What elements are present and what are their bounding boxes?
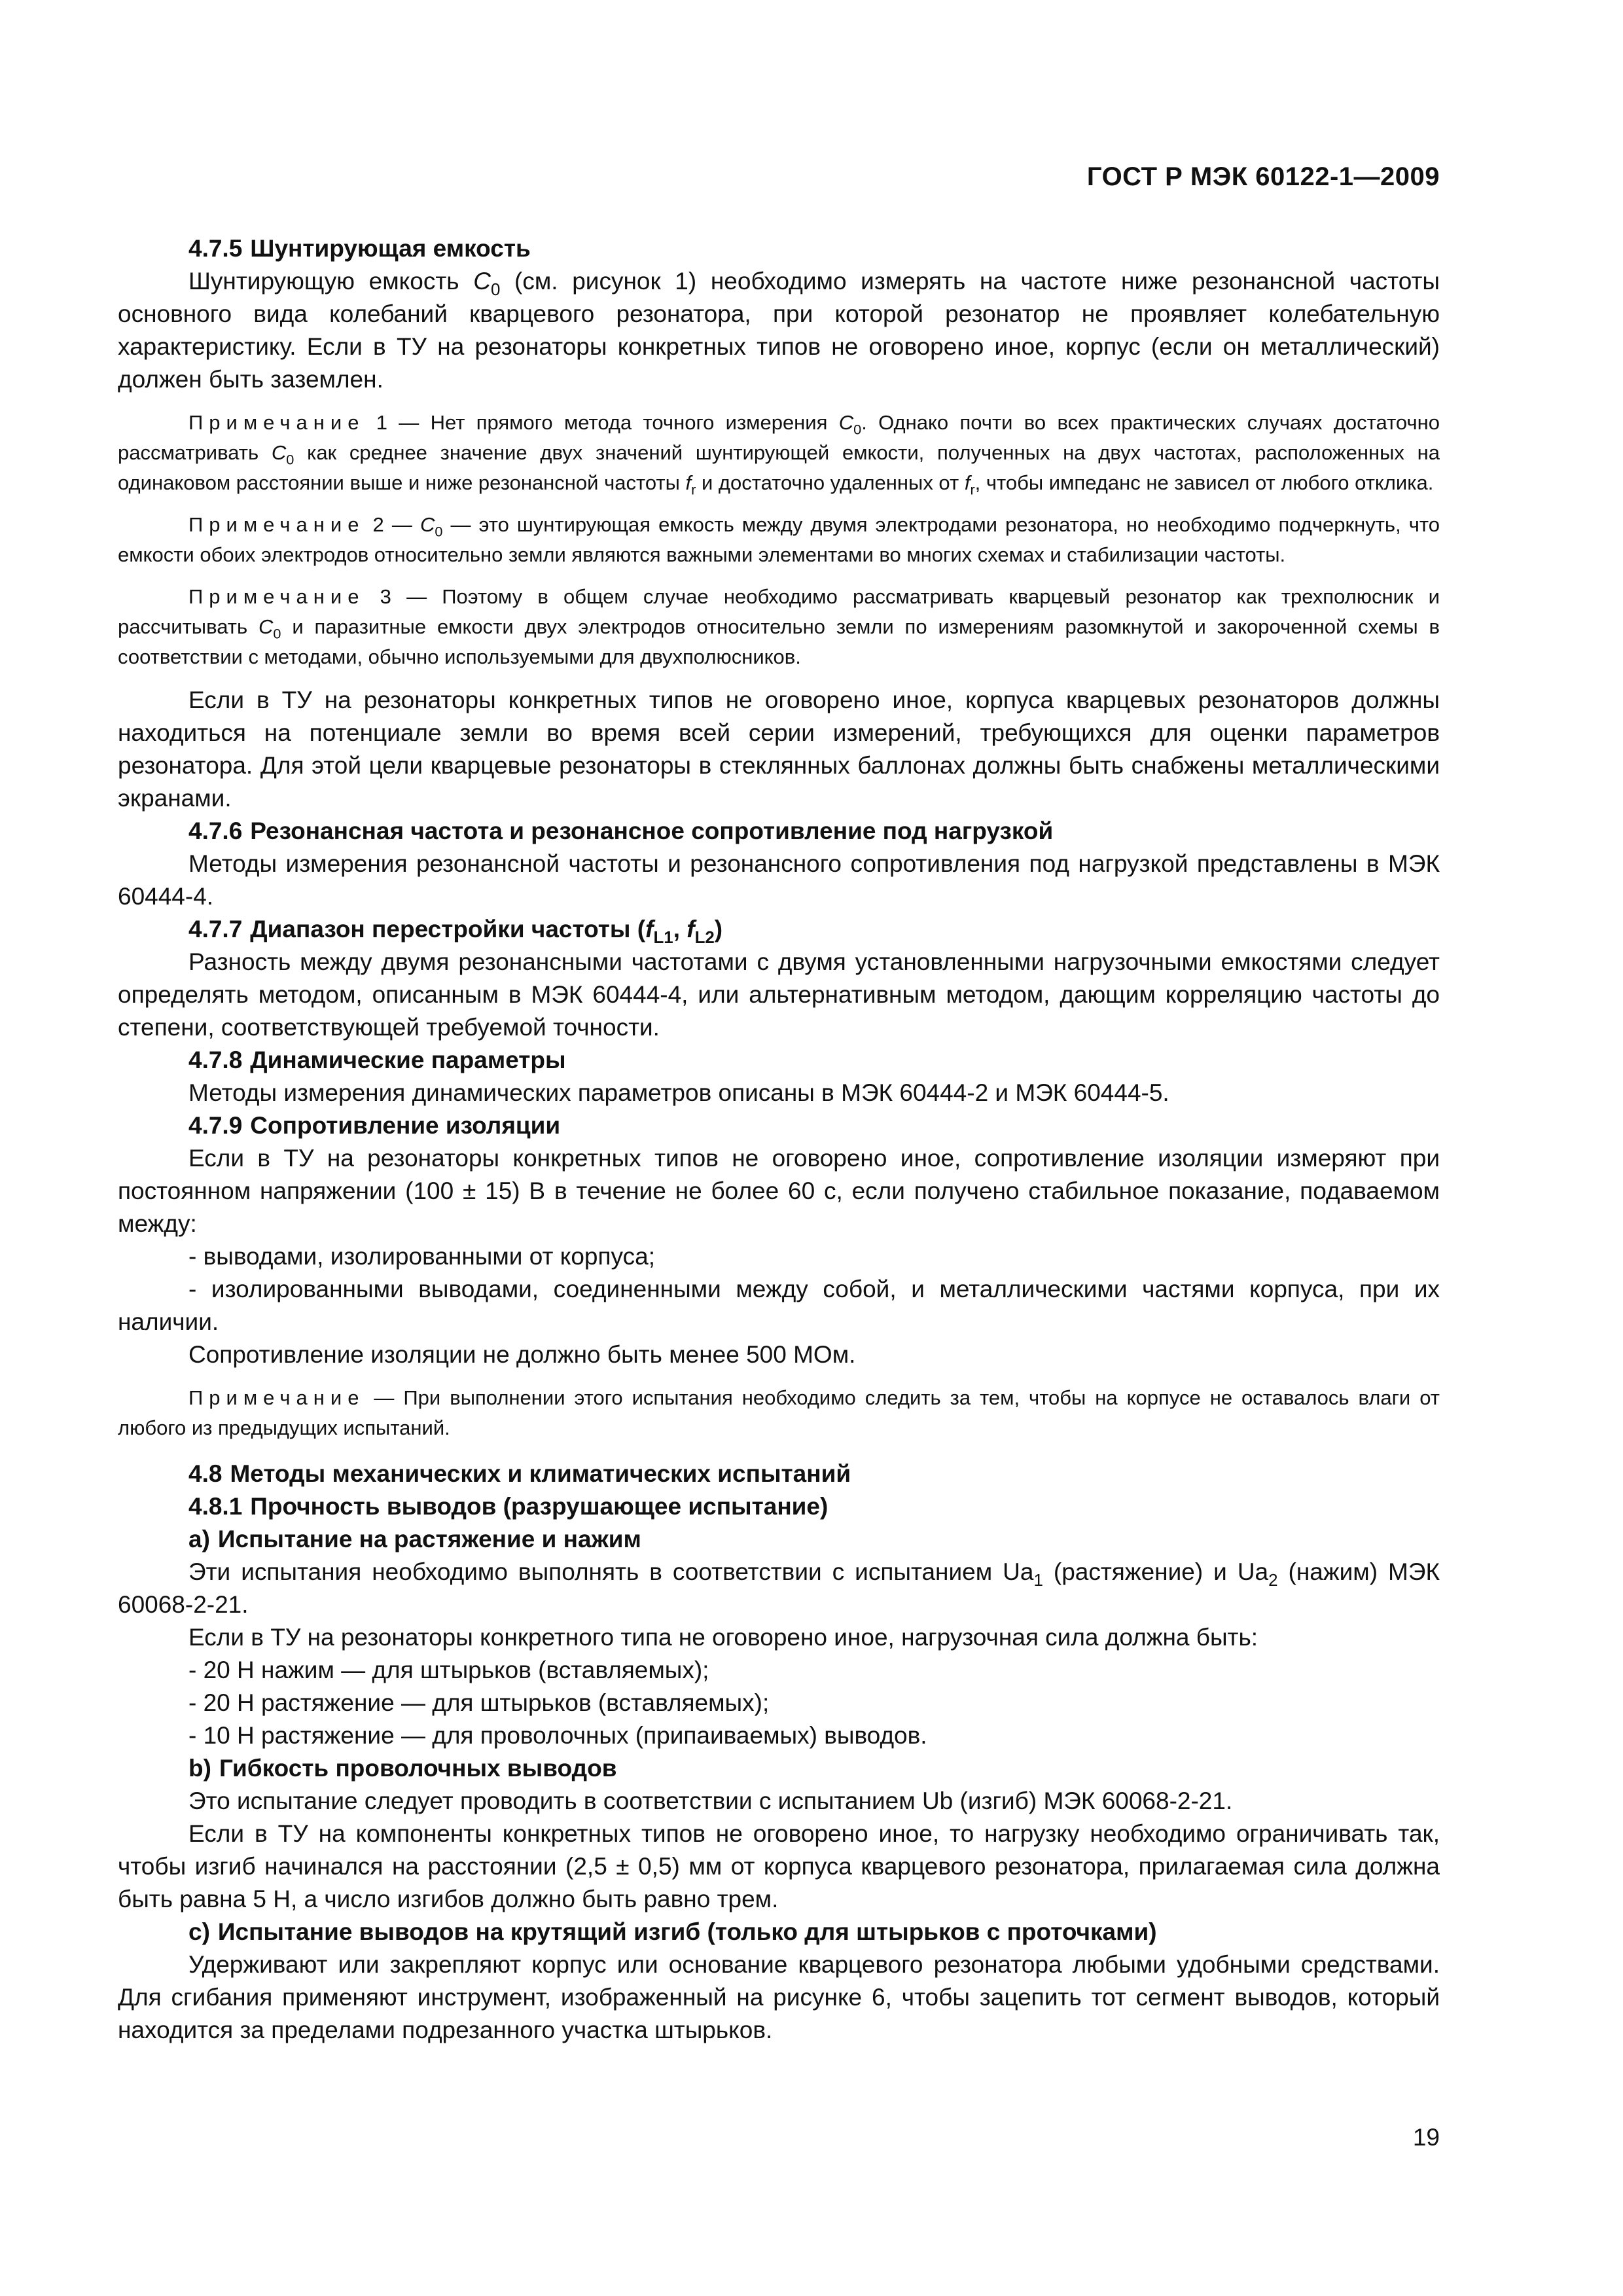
note-label: Примечание	[188, 585, 365, 608]
text-run: ,	[673, 916, 687, 942]
symbol-subscript: 0	[435, 523, 443, 540]
section-title: Сопротивление изоляции	[250, 1112, 561, 1139]
list-item: - 20 Н растяжение — для штырьков (вставляемых);	[188, 1689, 770, 1716]
symbol-c0: C	[271, 441, 287, 464]
note-3	[118, 582, 1440, 672]
symbol-subscript: 0	[490, 281, 501, 300]
text-run: )	[714, 916, 723, 942]
symbol-subscript: r	[970, 481, 975, 498]
note-label: Примечание	[188, 1386, 365, 1409]
subsection-title: Испытание на растяжение и нажим	[217, 1526, 641, 1552]
section-4-7-7-paragraph-1: Разность между двумя резонансными частотами с двумя установленными нагрузочными емкостями следует определять методом, описанным в МЭК 60444-4, или альтернативным методом, дающим корреляцию частоты до степени, соответствующей требуемой точности.	[118, 948, 1440, 1041]
list-item: - 20 Н нажим — для штырьков (вставляемых);	[188, 1657, 709, 1683]
symbol-subscript: 0	[853, 421, 862, 438]
section-title: Диапазон перестройки частоты (	[250, 916, 646, 942]
subsection-a-paragraph-1	[118, 1556, 1440, 1621]
subsection-label: c)	[188, 1918, 210, 1945]
document-header: ГОСТ Р МЭК 60122-1—2009	[1086, 162, 1440, 191]
section-number: 4.8.1	[188, 1493, 243, 1520]
symbol-c0	[473, 268, 491, 295]
symbol-fl1: f	[645, 916, 654, 942]
note-label: Примечание	[188, 513, 365, 536]
list-item: - 10 Н растяжение — для проволочных (припаиваемых) выводов.	[188, 1722, 927, 1749]
symbol-fr: f	[964, 471, 971, 494]
text-run: — При выполнении этого испытания необходимо следить за тем, чтобы на корпусе не оставалось влаги от любого из предыдущих испытаний.	[118, 1386, 1440, 1439]
section-4-7-5-paragraph-2: Если в ТУ на резонаторы конкретных типов не оговорено иное, корпуса кварцевых резонаторов должны находиться на потенциале земли во время всей серии измерений, требующихся для оценки параметров резонатора. Для этой цели кварцевые резонаторы в стеклянных баллонах должны быть снабжены металлическими экранами.	[118, 687, 1440, 812]
symbol-subscript: 0	[286, 451, 294, 468]
subsection-title: Гибкость проволочных выводов	[219, 1755, 617, 1782]
subsection-a-heading	[118, 1523, 1440, 1556]
symbol-subscript: 0	[273, 625, 281, 642]
text-run: (нажим) МЭК 60068-2-21.	[118, 1558, 1440, 1618]
section-4-7-5-heading	[118, 232, 1440, 265]
symbol-c0: C	[259, 615, 274, 638]
text-run: (см. рисунок 1) необходимо измерять на частоте ниже резонансной частоты основного вида колебаний кварцевого резонатора, при которой резонатор не проявляет колебательную характеристику. Если в ТУ на резонаторы конкретных типов не оговорено иное, корпус (если он металлический) должен быть заземлен.	[118, 268, 1440, 393]
section-4-7-9-heading	[118, 1109, 1440, 1142]
symbol-subscript: r	[691, 481, 696, 498]
section-title: Динамические параметры	[250, 1047, 566, 1073]
section-4-7-8-paragraph-1: Методы измерения динамических параметров описаны в МЭК 60444-2 и МЭК 60444-5.	[188, 1079, 1169, 1106]
page-number: 19	[1412, 2124, 1440, 2151]
symbol-subscript: L1	[653, 929, 673, 948]
text-run: 3 — Поэтому в общем случае необходимо рассматривать кварцевый резонатор как трехполюсник и рассчитывать	[118, 585, 1440, 638]
text-run: . Однако почти во всех практических случаях достаточно рассматривать	[118, 411, 1440, 464]
subsection-b-heading	[118, 1752, 1440, 1785]
subsection-c-paragraph-1: Удерживают или закрепляют корпус или основание кварцевого резонатора любыми удобными средствами. Для сгибания применяют инструмент, изображенный на рисунке 6, чтобы зацепить тот сегмент выводов, который находится за пределами подрезанного участка штырьков.	[118, 1951, 1440, 2043]
note-label: Примечание	[188, 411, 365, 434]
symbol-letter: C	[473, 268, 491, 295]
list-item: - изолированными выводами, соединенными между собой, и металлическими частями корпуса, при их наличии.	[118, 1276, 1440, 1335]
note-4-7-9	[118, 1383, 1440, 1443]
section-number: 4.7.8	[188, 1047, 243, 1073]
section-title: Прочность выводов (разрушающее испытание)	[250, 1493, 829, 1520]
section-4-7-6-paragraph-1: Методы измерения резонансной частоты и резонансного сопротивления под нагрузкой представлены в МЭК 60444-4.	[118, 850, 1440, 910]
section-4-7-6-heading	[118, 815, 1440, 848]
section-number: 4.7.5	[188, 235, 243, 262]
text-run: 2 —	[365, 513, 420, 536]
text-run: — это шунтирующая емкость между двумя электродами резонатора, но необходимо подчеркнуть, что емкости обоих электродов относительно земли являются важными элементами во многих схемах и стабилизации частоты.	[118, 513, 1440, 566]
subsection-label: b)	[188, 1755, 211, 1782]
text-run: и достаточно удаленных от	[696, 471, 965, 494]
symbol-c0: C	[838, 411, 854, 434]
text-run: Шунтирующую емкость	[188, 268, 474, 295]
note-1	[118, 408, 1440, 498]
section-title: Шунтирующая емкость	[250, 235, 531, 262]
text-run: Эти испытания необходимо выполнять в соответствии с испытанием Ua	[188, 1558, 1034, 1585]
subsection-a-paragraph-2: Если в ТУ на резонаторы конкретного типа не оговорено иное, нагрузочная сила должна быть:	[188, 1624, 1258, 1651]
text-run: 1 — Нет прямого метода точного измерения	[365, 411, 839, 434]
section-4-7-8-heading	[118, 1044, 1440, 1077]
symbol-fl2: f	[687, 916, 695, 942]
symbol-fr: f	[685, 471, 692, 494]
section-number: 4.7.7	[188, 916, 243, 942]
subsection-title: Испытание выводов на крутящий изгиб (только для штырьков с проточками)	[217, 1918, 1157, 1945]
section-4-8-heading	[118, 1458, 1440, 1490]
subsection-c-heading	[118, 1916, 1440, 1948]
text-subscript: 2	[1268, 1571, 1278, 1590]
text-run: как среднее значение двух значений шунтирующей емкости, полученных на двух частотах, расположенных на одинаковом расстоянии выше и ниже резонансной частоты	[118, 441, 1440, 494]
section-title: Резонансная частота и резонансное сопротивление под нагрузкой	[250, 817, 1054, 844]
note-2	[118, 510, 1440, 570]
subsection-label: a)	[188, 1526, 210, 1552]
section-4-7-9-paragraph-2: Сопротивление изоляции не должно быть менее 500 МОм.	[188, 1341, 856, 1368]
section-4-8-1-heading	[118, 1490, 1440, 1523]
subsection-b-paragraph-1: Это испытание следует проводить в соответствии с испытанием Ub (изгиб) МЭК 60068-2-21.	[188, 1787, 1233, 1814]
section-number: 4.7.6	[188, 817, 243, 844]
section-4-7-7-heading	[118, 913, 1440, 946]
text-run: (растяжение) и Ua	[1043, 1558, 1269, 1585]
spacer	[118, 1443, 1440, 1458]
text-subscript: 1	[1033, 1571, 1043, 1590]
text-run: , чтобы импеданс не зависел от любого отклика.	[974, 471, 1434, 494]
document-body	[118, 232, 1440, 2047]
section-4-7-5-paragraph-1	[118, 265, 1440, 396]
symbol-c0: C	[419, 513, 435, 536]
section-title: Методы механических и климатических испытаний	[230, 1460, 851, 1487]
symbol-subscript: L2	[694, 929, 715, 948]
list-item: - выводами, изолированными от корпуса;	[188, 1243, 655, 1270]
subsection-b-paragraph-2: Если в ТУ на компоненты конкретных типов не оговорено иное, то нагрузку необходимо ограничивать так, чтобы изгиб начинался на расстоянии (2,5 ± 0,5) мм от корпуса кварцевого резонатора, прилагаемая сила должна быть равна 5 Н, а число изгибов должно быть равно трем.	[118, 1820, 1440, 1912]
section-number: 4.8	[188, 1460, 223, 1487]
text-run: и паразитные емкости двух электродов относительно земли по измерениям разомкнутой и закороченной схемы в соответствии с методами, обычно используемыми для двухполюсников.	[118, 615, 1440, 668]
section-4-7-9-paragraph-1: Если в ТУ на резонаторы конкретных типов не оговорено иное, сопротивление изоляции измеряют при постоянном напряжении (100 ± 15) В в течение не более 60 с, если получено стабильное показание, подаваемом между:	[118, 1145, 1440, 1237]
section-number: 4.7.9	[188, 1112, 243, 1139]
